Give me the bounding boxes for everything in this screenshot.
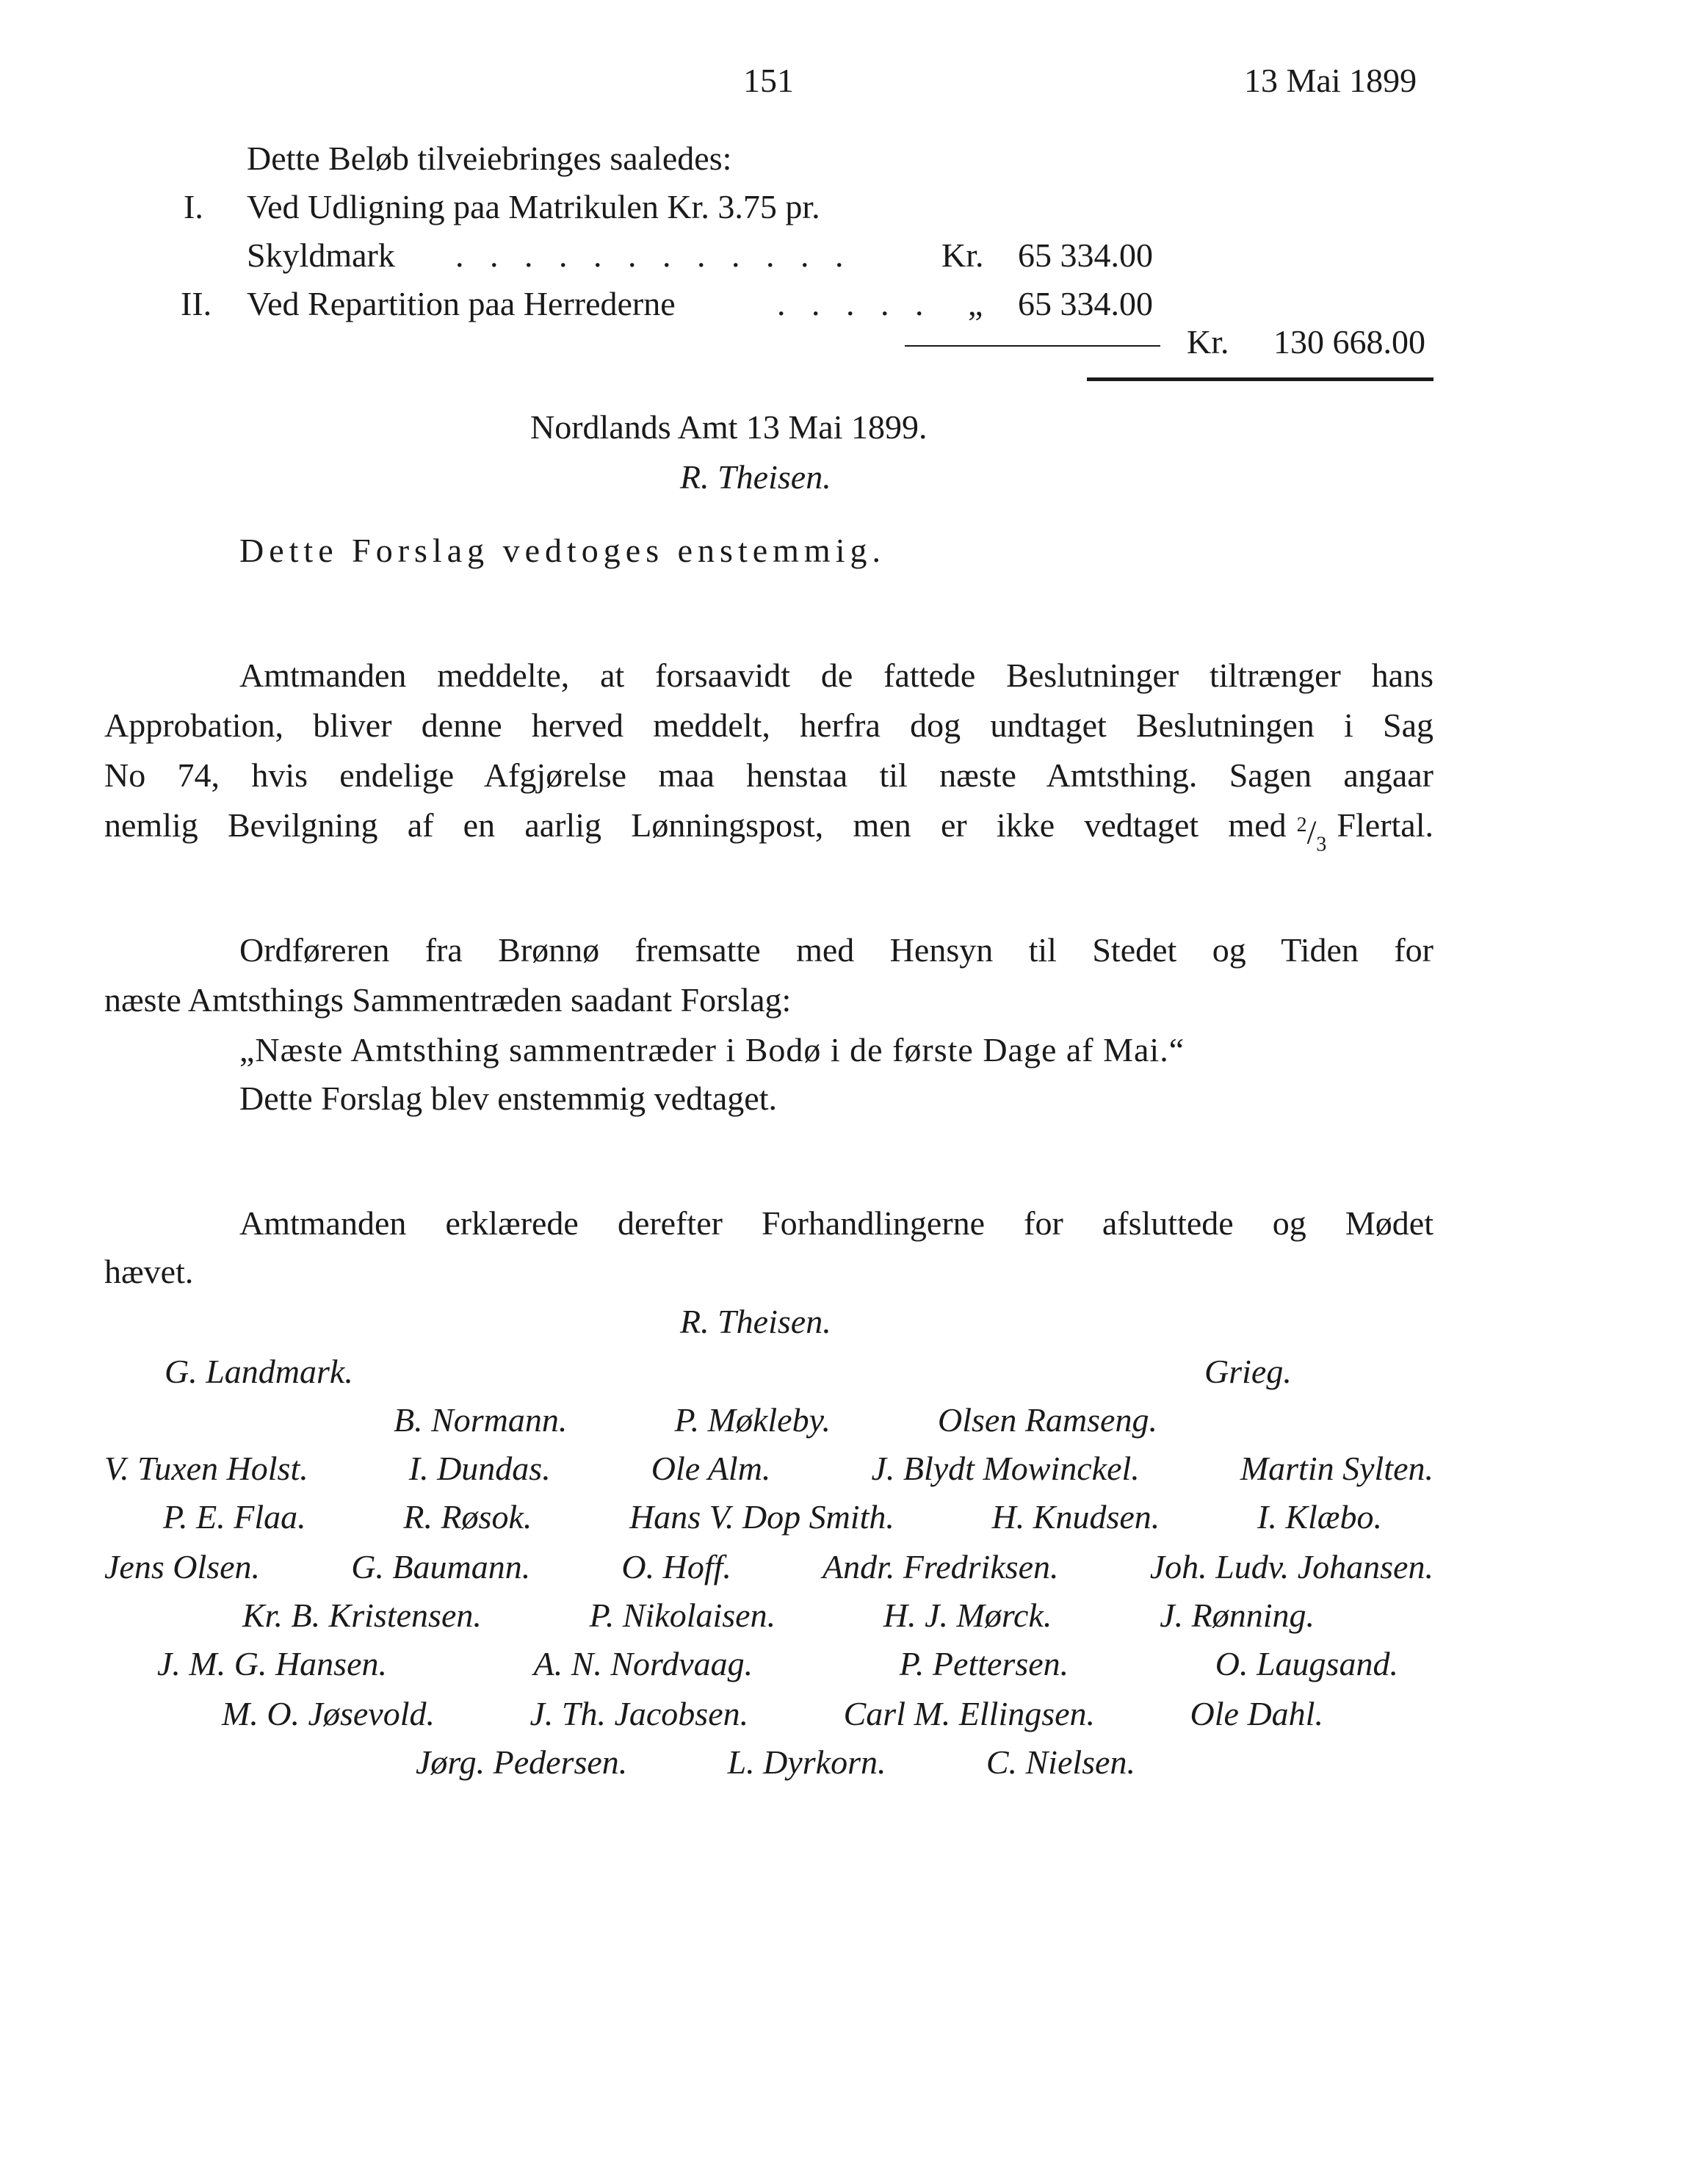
signature: J. M. G. Hansen. [157, 1645, 387, 1682]
item-1-text: Ved Udligning paa Matrikulen Kr. 3.75 pr. [247, 188, 820, 225]
item-2-leader-dots: . . . . . [777, 285, 933, 322]
signature: I. Dundas. [408, 1450, 551, 1487]
fraction: $^2/_3$ [1296, 813, 1327, 856]
signature: Hans V. Dop Smith. [629, 1498, 894, 1536]
header-date: 13 Mai 1899 [1244, 62, 1417, 99]
paragraph-2-resolution: Dette Forslag blev enstemmig vedtaget. [239, 1080, 777, 1117]
paragraph-2-quote: „Næste Amtsthing sammentræder i Bodø i de første Dage af Mai.“ [239, 1031, 1185, 1069]
signer-1: R. Theisen. [680, 458, 831, 496]
budget-intro: Dette Beløb tilveiebringes saaledes: [247, 140, 732, 177]
paragraph-1-line-4-text: nemlig Bevilgning af en aarlig Lønningspost, men er ikke vedtaget med [104, 806, 1287, 844]
signature: Joh. Ludv. Johansen. [1149, 1548, 1434, 1585]
signature: Ole Alm. [651, 1450, 771, 1487]
signature: P. E. Flaa. [163, 1498, 306, 1536]
signature-chair: R. Theisen. [680, 1303, 831, 1340]
place-date: Nordlands Amt 13 Mai 1899. [530, 408, 928, 446]
signature: O. Laugsand. [1215, 1645, 1398, 1682]
fraction-numerator: 2 [1296, 814, 1307, 836]
signature-row [163, 1495, 1382, 1539]
signature-grieg: Grieg. [1204, 1353, 1292, 1390]
item-1-text-cont: Skyldmark [247, 236, 395, 274]
signature: C. Nielsen. [986, 1743, 1135, 1781]
signature: V. Tuxen Holst. [104, 1450, 308, 1487]
item-2-currency: „ [968, 285, 983, 322]
paragraph-1-line-3: No 74, hvis endelige Afgjørelse maa henstaa til næste Amtsthing. Sagen angaar [104, 756, 1434, 794]
item-1-currency: Kr. [941, 236, 984, 274]
total-amount: 130 668.00 [1273, 323, 1425, 361]
signature: Carl M. Ellingsen. [843, 1695, 1096, 1732]
page-number: 151 [743, 62, 794, 99]
signature: Ole Dahl. [1190, 1695, 1323, 1732]
signature: M. O. Jøsevold. [222, 1695, 435, 1732]
signature-row [104, 1545, 1434, 1589]
signature: H. J. Mørck. [883, 1597, 1052, 1634]
signature: J. Rønning. [1160, 1597, 1315, 1634]
signature: Kr. B. Kristensen. [242, 1597, 482, 1634]
signature: P. Nikolaisen. [589, 1597, 776, 1634]
signature: Andr. Fredriksen. [822, 1548, 1059, 1585]
signature: J. Blydt Mowinckel. [871, 1450, 1140, 1487]
subtotal-rule [905, 345, 1160, 347]
total-double-rule [1087, 377, 1434, 381]
signature: Jørg. Pedersen. [416, 1743, 628, 1781]
item-2-amount: 65 334.00 [1018, 285, 1153, 322]
signature-row [394, 1398, 1157, 1442]
signature-row [157, 1642, 1398, 1686]
signature: H. Knudsen. [991, 1498, 1160, 1536]
paragraph-1-line-1: Amtmanden meddelte, at forsaavidt de fattede Beslutninger tiltrænger hans [239, 657, 1434, 694]
signature: O. Hoff. [621, 1548, 731, 1585]
signature: P. Pettersen. [899, 1645, 1069, 1682]
signature: B. Normann. [394, 1401, 568, 1439]
item-2-text: Ved Repartition paa Herrederne [247, 285, 676, 322]
item-1-amount: 65 334.00 [1018, 236, 1153, 274]
signature-row [104, 1447, 1434, 1491]
total-currency: Kr. [1187, 323, 1229, 361]
signature: A. N. Nordvaag. [533, 1645, 753, 1682]
paragraph-1-line-4 [104, 803, 1434, 867]
paragraph-3-line-2: hævet. [104, 1253, 194, 1290]
signature: I. Klæbo. [1257, 1498, 1382, 1536]
paragraph-3-line-1: Amtmanden erklærede derefter Forhandlingerne for afsluttede og Mødet [239, 1204, 1434, 1242]
paragraph-1-line-2: Approbation, bliver denne herved meddelt, herfra dog undtaget Beslutningen i Sag [104, 706, 1434, 744]
fraction-denominator: 3 [1316, 833, 1327, 856]
item-1-leader-dots: . . . . . . . . . . . . [455, 236, 853, 274]
signature: R. Røsok. [403, 1498, 532, 1536]
paragraph-1-line-4-end: Flertal. [1337, 806, 1434, 844]
signature-landmark: G. Landmark. [164, 1353, 353, 1390]
item-1-numeral: I. [184, 188, 203, 225]
signature: J. Th. Jacobsen. [529, 1695, 749, 1732]
item-2-numeral: II. [181, 285, 212, 322]
resolution-1: Dette Forslag vedtoges enstemmig. [239, 532, 886, 569]
signature: P. Møkleby. [674, 1401, 831, 1439]
signature-row [416, 1740, 1135, 1785]
signature-row [222, 1692, 1323, 1736]
signature: Martin Sylten. [1240, 1450, 1434, 1487]
signature: Jens Olsen. [104, 1548, 261, 1585]
signature: Olsen Ramseng. [938, 1401, 1157, 1439]
signature: L. Dyrkorn. [727, 1743, 886, 1781]
paragraph-2-line-2: næste Amtsthings Sammentræden saadant Forslag: [104, 981, 792, 1019]
signature-row [242, 1594, 1315, 1638]
signature: G. Baumann. [351, 1548, 531, 1585]
paragraph-2-line-1: Ordføreren fra Brønnø fremsatte med Hensyn til Stedet og Tiden for [239, 931, 1434, 969]
